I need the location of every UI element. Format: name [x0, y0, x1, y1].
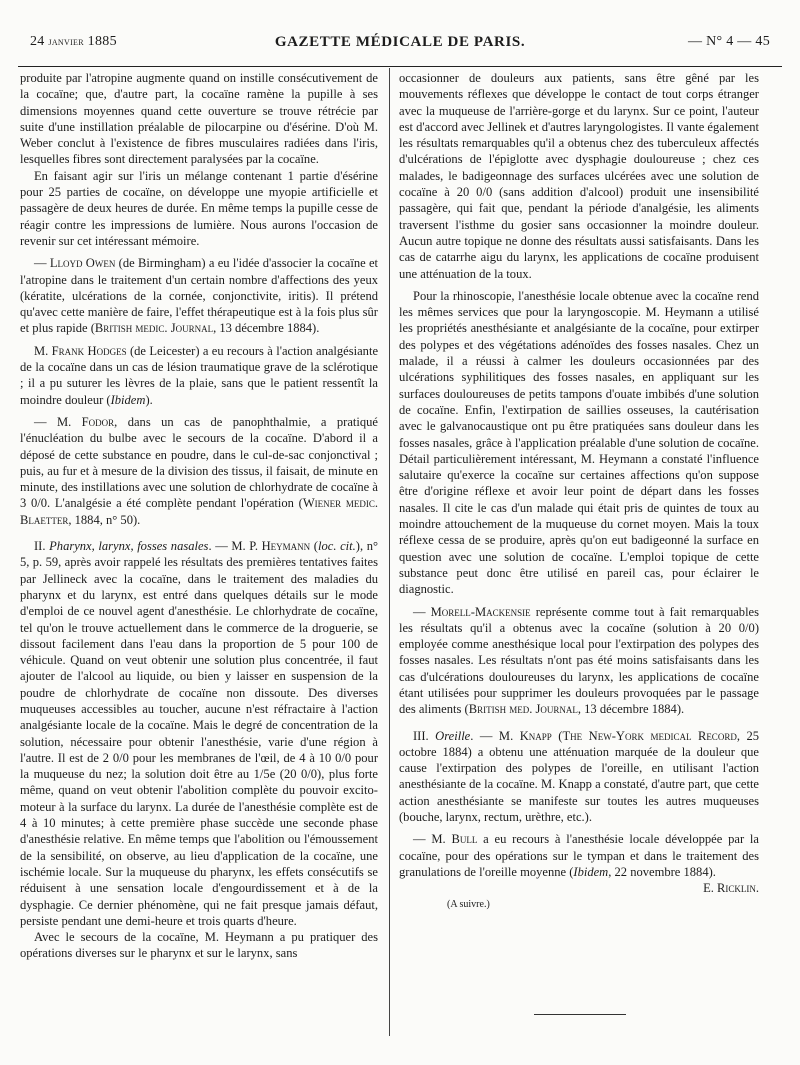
section-title: Pharynx, larynx, fosses nasales: [49, 539, 209, 554]
section-title: Oreille: [435, 728, 471, 743]
paragraph-lloyd-owen: — Lloyd Owen (de Birmingham) a eu l'idée d'associer la cocaïne et l'atropine dans le traitement d'un certain nombre d'affections des yeux (kératite, ulcérations de la cornée, conjonctivite, iritis). Il prétend qu'avec cette manière de faire, l'effet thérapeutique est à la fois plus sûr et plus rapide (British medic. Journal, 13 décembre 1884).: [20, 256, 379, 336]
header-date: 24 janvier 1885: [30, 34, 117, 49]
paragraph-rhinoscopy: Pour la rhinoscopie, l'anesthésie locale obtenue avec la cocaïne rend les mêmes services que pour la laryngoscopie. M. Heymann a utilisé les propriétés anesthésiante et analgésiante de la cocaïne, pour extirper des polypes et des végétations adénoïdes des fosses nasales. Chez un malade, il a réussi à calmer les douleurs occasionnées par des ulcérations syphilitiques des fosses nasales, en appliquant sur les surfaces douloureuses de petits tampons d'ouate imbibés d'une solution de cocaïne. Enfin, l'extirpation de saillies osseuses, la cautérisation avec le galvanocaustique ont pu être pratiquées sans douleur dans les fosses nasales, grâce à l'application préalable d'une solution de cocaïne. Détail particulièrement intéressant, M. Heymann a constaté l'influence salutaire qu'exerce la cocaïne sur certaines affections qu'on suppose être d'origine réflexe et avoir leur point de départ dans les fosses nasales. Il cite le cas d'un malade qui était pris de quintes de toux au moindre attouchement de la muqueuse du cornet moyen. Mais la toux réflexe cessa de se produire, après qu'on eut badigeonné la surface en question avec une solution de cocaïne. L'emploi topique de cette substance peut donc être utilisé en pareil cas, pour éclairer le diagnostic.: [399, 288, 759, 597]
paragraph-fodor: — M. Fodor, dans un cas de panophthalmie, a pratiqué l'énucléation du bulbe avec le secours de la cocaïne. D'abord il a déposé de cette substance en poudre, dans le cul-de-sac conjonctival ; puis, au fur et à mesure de la division des tissus, il faisait, de minute en minute, des instillations avec une solution de chlorhydrate de cocaïne à 3 0/0. L'analgésie a été complète pendant l'opération (Wiener medic. Blaetter, 1884, n° 50).: [20, 414, 378, 527]
paragraph-heymann-operations: Avec le secours de la cocaïne, M. Heymann a pu pratiquer des opérations diverses sur le pharynx et sur le larynx, sans: [20, 930, 378, 961]
paragraph-heymann-continued: occasionner de douleurs aux patients, sans être gêné par les mouvements réflexes que développe le contact de tout corps étranger avec la muqueuse de l'arrière-gorge et du larynx. Sur ce point, l'auteur est d'accord avec Jellinek et d'autres laryngologistes. Il vante également les résultats remarquables qu'il a obtenus chez des tuberculeux affectés d'ulcérations de l'épiglotte avec dysphagie douloureuse ; chez ces malades, le badigeonnage des surfaces ulcérées avec une solution de cocaïne à 20 0/0 (sans addition d'alcool) produit une insensibilité passagère, qui fait que, pendant la période d'analgésie, les aliments traversent l'isthme du gosier sans occasionner la moindre douleur. Aucun autre topique ne donne des résultats aussi satisfaisants. Dans les cas de catarrhe aigu du larynx, les applications de cocaïne produisent une atténuation de la toux.: [399, 71, 759, 281]
page-header: [30, 34, 770, 56]
paragraph-frank-hodges: M. Frank Hodges (de Leicester) a eu recours à l'action analgésiante de la cocaïne dans un cas de lésion traumatique grave de la sclérotique ; il a pu suturer les lèvres de la plaie, sans que le patient ressentît la moindre douleur (Ibidem).: [20, 343, 379, 407]
paragraph-bull: — M. Bull a eu recours à l'anesthésie locale développée par la cocaïne, pour des opérations sur le tympan et dans le traitement des granulations de l'oreille moyenne (Ibidem, 22 novembre 1884).: [399, 832, 759, 879]
page-number: — N° 4 — 45: [687, 34, 770, 49]
author-signature: E. Ricklin.: [703, 881, 759, 896]
paragraph-weber-conclusion: produite par l'atropine augmente quand on instille consécutivement de la cocaïne; que, d'autre part, la cocaïne ramène la pupille à ses dimensions moyennes quand cette ouverture se trouve rétrécie par suite d'une instillation préalable de pilocarpine ou d'ésérine. D'où M. Weber conclut à l'existence de fibres musculaires radiées dans l'iris, lesquelles fibres sont directement paralysées par la cocaïne.: [20, 71, 378, 167]
end-rule: [534, 1014, 626, 1015]
to-be-continued: (A suivre.): [447, 898, 490, 910]
left-column: [20, 70, 378, 962]
journal-title: GAZETTE MÉDICALE DE PARIS.: [274, 34, 526, 50]
column-divider: [389, 68, 390, 1036]
paragraph-eserine-myopia: En faisant agir sur l'iris un mélange contenant 1 partie d'ésérine pour 25 parties de cocaïne, on développe une myopie artificielle et passagère de deux heures de durée. En même temps la pupille cesse de réagir contre les impressions de lumière. Nous aurons l'occasion de revenir sur cet intéressant mémoire.: [20, 168, 378, 248]
section-oreille: III. Oreille. — M. Knapp (The New-York medical Record, 25 octobre 1884) a obtenu une atténuation marquée de la douleur que cause l'extirpation des polypes de l'oreille, en utilisant l'action anesthésiante de la cocaïne. M. Knapp a constaté, d'autre part, que cette action anesthésiante se manifeste sur toutes les autres muqueuses (bouche, larynx, rectum, urèthre, etc.).: [399, 728, 760, 825]
header-rule: [18, 66, 782, 67]
section-pharynx-larynx: II. Pharynx, larynx, fosses nasales. — M. P. Heymann (loc. cit.), n° 5, p. 59, après avoir rappelé les résultats des premières tentatives faites par Jellineck avec la cocaïne, dans le traitement des maladies du pharynx et du larynx, est entré dans quelques détails sur le mode d'emploi de ce nouvel agent d'anesthésie. Le chlorhydrate de cocaïne, tel qu'on le trouve actuellement dans le commerce de la droguerie, se dissout facilement dans l'eau dans la proportion de 5 pour 100 de véhicule. Quand on veut obtenir une solution plus concentrée, il faut ajouter de l'alcool au liquide, ou bien y laisser en suspension de la poudre de chlorhydrate de cocaïne non dissoute. Des diverses muqueuses accessibles au toucher, aucune n'est réfractaire à l'action analgésiante locale de la cocaïne. Mais le degré de concentration de la solution, nécessaire pour obtenir l'anesthésie, varie d'une région à l'autre. Il est de 2 0/0 pour les membranes de l'œil, de 4 à 10 0/0 pour la muqueuse du nez; la solution doit être au 1/5e (20 0/0), plus forte même, quand on veut obtenir l'abolition complète du pouvoir excito-moteur à la surface du larynx. La durée de l'anesthésie complète est de 4 à 10 minutes; à cette première phase succède une seconde phase d'anesthésie relative. En même temps que l'abolition ou l'émoussement de la sensibilité, on observe, au lieu d'application de la cocaïne, une ischémie locale. Sur la muqueuse du pharynx, les effets consécutifs se réduisent à une sensation locale d'engourdissement et à de la dysphagie. Ce dernier phénomène, qui ne fait presque jamais défaut, persiste pendant une demi-heure et trois quarts d'heure.: [20, 539, 378, 928]
paragraph-morell-mackensie: — Morell-Mackensie représente comme tout à fait remarquables les résultats qu'il a obtenus avec la cocaïne (solution à 20 0/0) employée comme anesthésique local pour l'extirpation des polypes des fosses nasales. Les résultats n'ont pas été moins satisfaisants dans les cas d'ulcérations douloureuses du larynx, les applications de cocaïne étant utilisées pour supprimer les douleurs provoquées par le passage des aliments (British med. Journal, 13 décembre 1884).: [399, 604, 760, 717]
right-column: [399, 70, 759, 913]
